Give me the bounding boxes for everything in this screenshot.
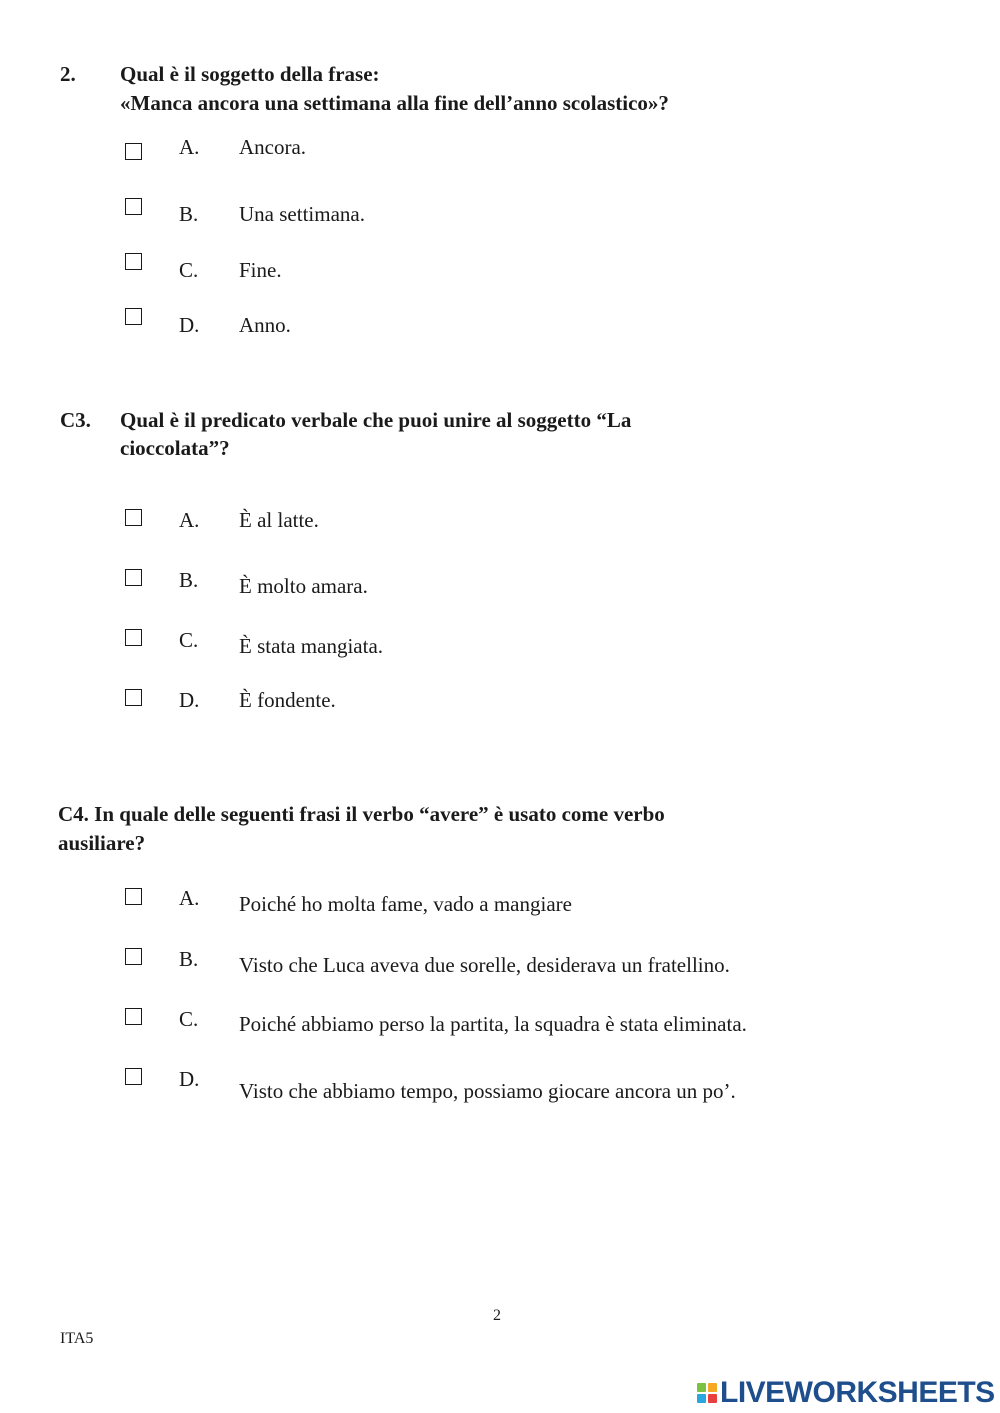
option-text: Fine.	[239, 258, 282, 282]
option-text: È stata mangiata.	[239, 634, 384, 658]
question-text-line-2: «Manca ancora una settimana alla fine dell’anno scolastico»?	[120, 91, 669, 115]
option-letter: A.	[179, 508, 200, 532]
question-number: 2.	[60, 62, 76, 86]
answer-checkbox-a[interactable]	[125, 509, 142, 526]
option-letter: D.	[179, 688, 200, 712]
option-letter: A.	[179, 886, 200, 910]
option-text: Visto che abbiamo tempo, possiamo giocare ancora un po’.	[239, 1079, 736, 1103]
logo-text: LIVEWORKSHEETS	[720, 1376, 995, 1409]
option-text: È fondente.	[239, 688, 336, 712]
logo-blocks-icon	[697, 1383, 717, 1403]
question-text-line-1: Qual è il predicato verbale che puoi unire al soggetto “La	[120, 408, 632, 432]
option-text: È al latte.	[239, 508, 319, 532]
option-letter: B.	[179, 947, 199, 971]
option-letter: D.	[179, 313, 200, 337]
page-number: 2	[493, 1307, 501, 1324]
option-letter: B.	[179, 568, 199, 592]
answer-checkbox-c[interactable]	[125, 1008, 142, 1025]
option-text: Visto che Luca aveva due sorelle, desiderava un fratellino.	[239, 953, 730, 977]
option-text: Anno.	[239, 313, 291, 337]
answer-checkbox-c[interactable]	[125, 253, 142, 270]
answer-checkbox-b[interactable]	[125, 569, 142, 586]
logo-block	[708, 1383, 717, 1392]
question-text-line-2: cioccolata”?	[120, 436, 230, 460]
option-text: Ancora.	[239, 135, 307, 159]
question-text-line-1: C4. In quale delle seguenti frasi il verbo “avere” è usato come verbo	[58, 802, 665, 826]
option-letter: C.	[179, 258, 199, 282]
option-text: Una settimana.	[239, 202, 365, 226]
logo-block	[697, 1383, 706, 1392]
question-number: C3.	[60, 408, 91, 432]
answer-checkbox-d[interactable]	[125, 308, 142, 325]
option-text: Poiché ho molta fame, vado a mangiare	[239, 892, 572, 916]
option-text: Poiché abbiamo perso la partita, la squadra è stata eliminata.	[239, 1012, 747, 1036]
question-text-line-2: ausiliare?	[58, 831, 146, 855]
document-code: ITA5	[60, 1330, 94, 1347]
option-text: È molto amara.	[239, 574, 368, 598]
answer-checkbox-d[interactable]	[125, 1068, 142, 1085]
option-letter: C.	[179, 628, 199, 652]
logo-block	[697, 1394, 706, 1403]
option-letter: B.	[179, 202, 199, 226]
option-letter: C.	[179, 1007, 199, 1031]
option-letter: D.	[179, 1067, 200, 1091]
question-text-line-1: Qual è il soggetto della frase:	[120, 62, 380, 86]
answer-checkbox-b[interactable]	[125, 198, 142, 215]
liveworksheets-logo[interactable]	[697, 1376, 995, 1410]
logo-block	[708, 1394, 717, 1403]
answer-checkbox-d[interactable]	[125, 689, 142, 706]
answer-checkbox-a[interactable]	[125, 888, 142, 905]
answer-checkbox-a[interactable]	[125, 143, 142, 160]
answer-checkbox-c[interactable]	[125, 629, 142, 646]
answer-checkbox-b[interactable]	[125, 948, 142, 965]
option-letter: A.	[179, 135, 200, 159]
